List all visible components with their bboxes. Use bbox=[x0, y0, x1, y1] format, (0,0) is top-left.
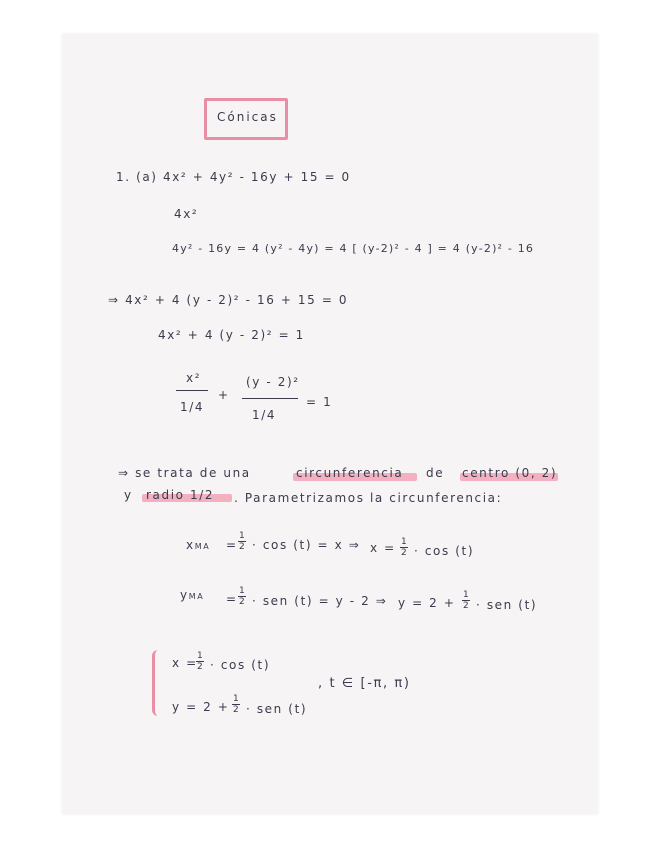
system-x-lhs: x = bbox=[172, 656, 198, 670]
param-x-lhs: xMA bbox=[186, 538, 211, 552]
paper-sheet bbox=[62, 34, 598, 814]
equation-line-3: 4y² - 16y = 4 (y² - 4y) = 4 [ (y-2)² - 4 ] = 4 (y-2)² - 16 bbox=[172, 242, 535, 255]
eq-num-2: (y - 2)² bbox=[246, 375, 300, 389]
param-y-eq: = bbox=[226, 592, 238, 606]
text-line-1b: circunferencia bbox=[296, 466, 404, 480]
system-domain: , t ∈ [-π, π) bbox=[318, 676, 411, 691]
title-box bbox=[204, 98, 288, 140]
param-x-end: · cos (t) bbox=[414, 544, 475, 558]
param-x-half-2: $\frac{1}{2}$ bbox=[401, 537, 407, 558]
eq-frac-line-2 bbox=[242, 398, 298, 399]
text-line-2b: radio 1/2 bbox=[146, 488, 215, 502]
param-y-rhs: y = 2 + bbox=[398, 596, 456, 610]
param-x-half: $\frac{1}{2}$ bbox=[239, 531, 245, 552]
text-line-1a: ⇒ se trata de una bbox=[118, 466, 251, 480]
equation-line-1: 1. (a) 4x² + 4y² - 16y + 15 = 0 bbox=[116, 170, 351, 184]
system-y-lhs: y = 2 + bbox=[172, 700, 230, 714]
text-line-2c: . Parametrizamos la circunferencia: bbox=[234, 491, 503, 505]
eq-den-1: 1/4 bbox=[180, 400, 205, 414]
eq-rhs: = 1 bbox=[306, 395, 333, 409]
equation-line-2: 4x² bbox=[174, 207, 199, 221]
eq-plus: + bbox=[218, 388, 230, 402]
equation-line-5: 4x² + 4 (y - 2)² = 1 bbox=[158, 328, 305, 342]
param-x-eq: = bbox=[226, 538, 238, 552]
param-y-end: · sen (t) bbox=[476, 598, 538, 612]
param-y-lhs: yMA bbox=[180, 588, 205, 602]
param-y-half-2: $\frac{1}{2}$ bbox=[463, 590, 469, 611]
system-y-end: · sen (t) bbox=[246, 702, 308, 716]
system-x-half: $\frac{1}{2}$ bbox=[197, 651, 203, 672]
text-line-1c: de bbox=[426, 466, 445, 480]
text-line-1d: centro (0, 2) bbox=[462, 466, 558, 480]
page-title: Cónicas bbox=[217, 110, 278, 124]
param-y-half: $\frac{1}{2}$ bbox=[239, 586, 245, 607]
eq-num-1: x² bbox=[186, 371, 202, 385]
system-brace bbox=[152, 650, 163, 716]
param-y-mid: · sen (t) = y - 2 ⇒ bbox=[252, 594, 388, 608]
eq-frac-line-1 bbox=[176, 390, 208, 391]
equation-line-4: ⇒ 4x² + 4 (y - 2)² - 16 + 15 = 0 bbox=[108, 293, 349, 307]
text-line-2a: y bbox=[124, 488, 133, 502]
param-x-rhs: x = bbox=[370, 541, 396, 555]
system-x-end: · cos (t) bbox=[210, 658, 271, 672]
param-x-mid: · cos (t) = x ⇒ bbox=[252, 538, 361, 552]
eq-den-2: 1/4 bbox=[252, 408, 277, 422]
system-y-half: $\frac{1}{2}$ bbox=[233, 694, 239, 715]
